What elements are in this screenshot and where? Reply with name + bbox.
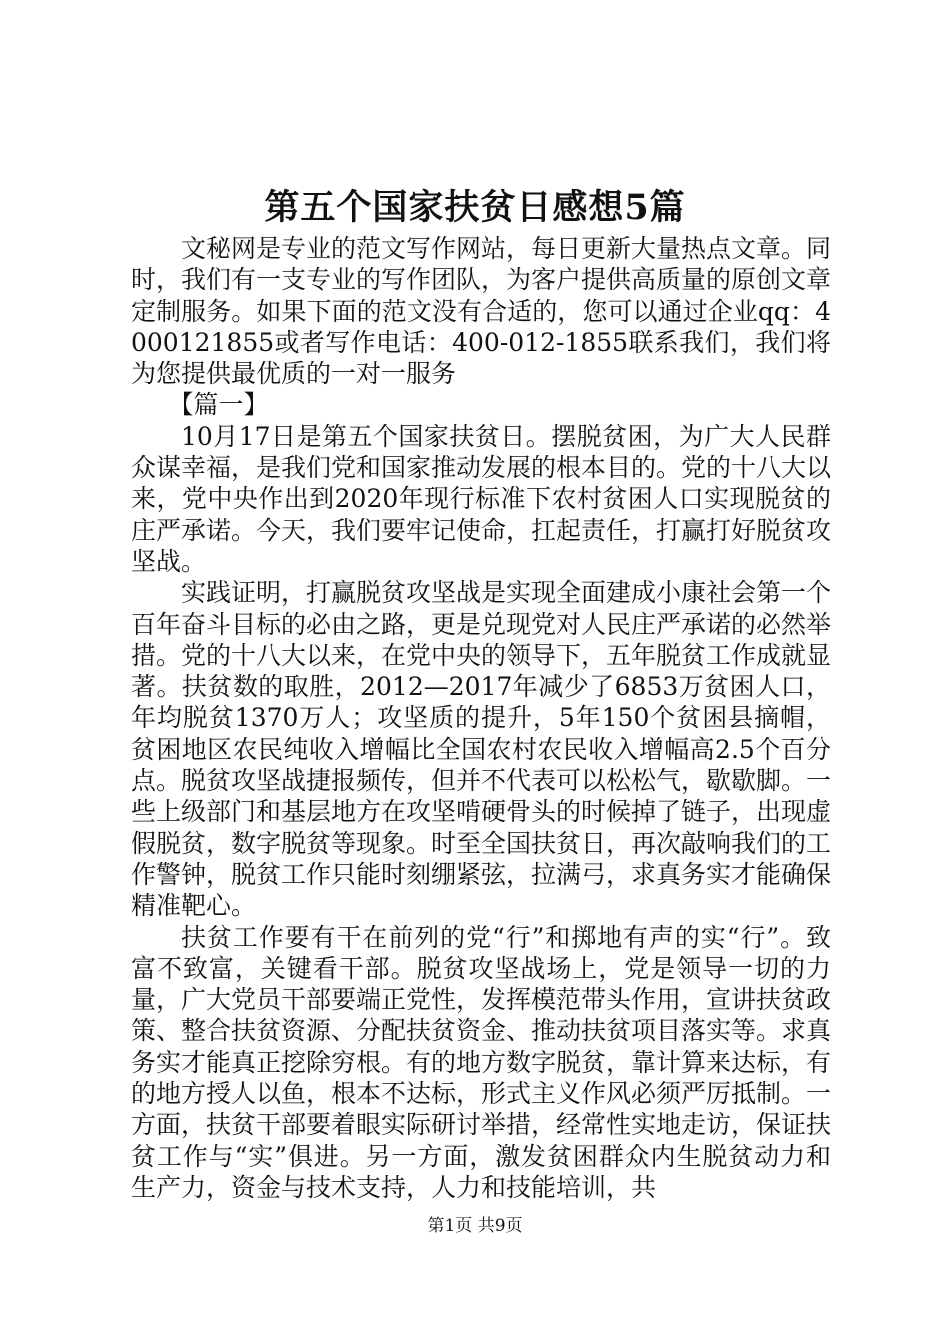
intro-paragraph: 文秘网是专业的范文写作网站，每日更新大量热点文章。同时，我们有一支专业的写作团队，为客户提供高质量的原创文章定制服务。如果下面的范文没有合适的，您可以通过企业qq：4000121855或者写作电话：400-012-1855联系我们，我们将为您提供最优质的一对一服务 <box>131 234 832 389</box>
body-paragraph: 扶贫工作要有干在前列的党“行”和掷地有声的实“行”。致富不致富，关键看干部。脱贫攻坚战场上，党是领导一切的力量，广大党员干部要端正党性，发挥模范带头作用，宣讲扶贫政策、整合扶贫资源、分配扶贫资金、推动扶贫项目落实等。求真务实才能真正挖除穷根。有的地方数字脱贫，靠计算来达标，有的地方授人以鱼，根本不达标，形式主义作风必须严厉抵制。一方面，扶贫干部要着眼实际研讨举措，经常性实地走访，保证扶贫工作与“实”俱进。另一方面，激发贫困群众内生脱贫动力和生产力，资金与技术支持，人力和技能培训，共 <box>131 922 832 1202</box>
document-body <box>131 233 831 1203</box>
document-title: 第五个国家扶贫日感想5篇 <box>264 187 686 228</box>
page-number-footer: 第1页 共9页 <box>427 1216 523 1236</box>
body-paragraph: 10月17日是第五个国家扶贫日。摆脱贫困，为广大人民群众谋幸福，是我们党和国家推动发展的根本目的。党的十八大以来，党中央作出到2020年现行标准下农村贫困人口实现脱贫的庄严承诺。今天，我们要牢记使命，扛起责任，打赢打好脱贫攻坚战。 <box>131 421 832 576</box>
section-heading: 【篇一】 <box>168 390 269 420</box>
body-paragraph: 实践证明，打赢脱贫攻坚战是实现全面建成小康社会第一个百年奋斗目标的必由之路，更是兑现党对人民庄严承诺的必然举措。党的十八大以来，在党中央的领导下，五年脱贫工作成就显著。扶贫数的取胜，2012—2017年减少了6853万贫困人口，年均脱贫1370万人；攻坚质的提升，5年150个贫困县摘帽，贫困地区农民纯收入增幅比全国农村农民收入增幅高2.5个百分点。脱贫攻坚战捷报频传，但并不代表可以松松气，歇歇脚。一些上级部门和基层地方在攻坚啃硬骨头的时候掉了链子，出现虚假脱贫，数字脱贫等现象。时至全国扶贫日，再次敲响我们的工作警钟，脱贫工作只能时刻绷紧弦，拉满弓，求真务实才能确保精准靶心。 <box>131 578 832 921</box>
